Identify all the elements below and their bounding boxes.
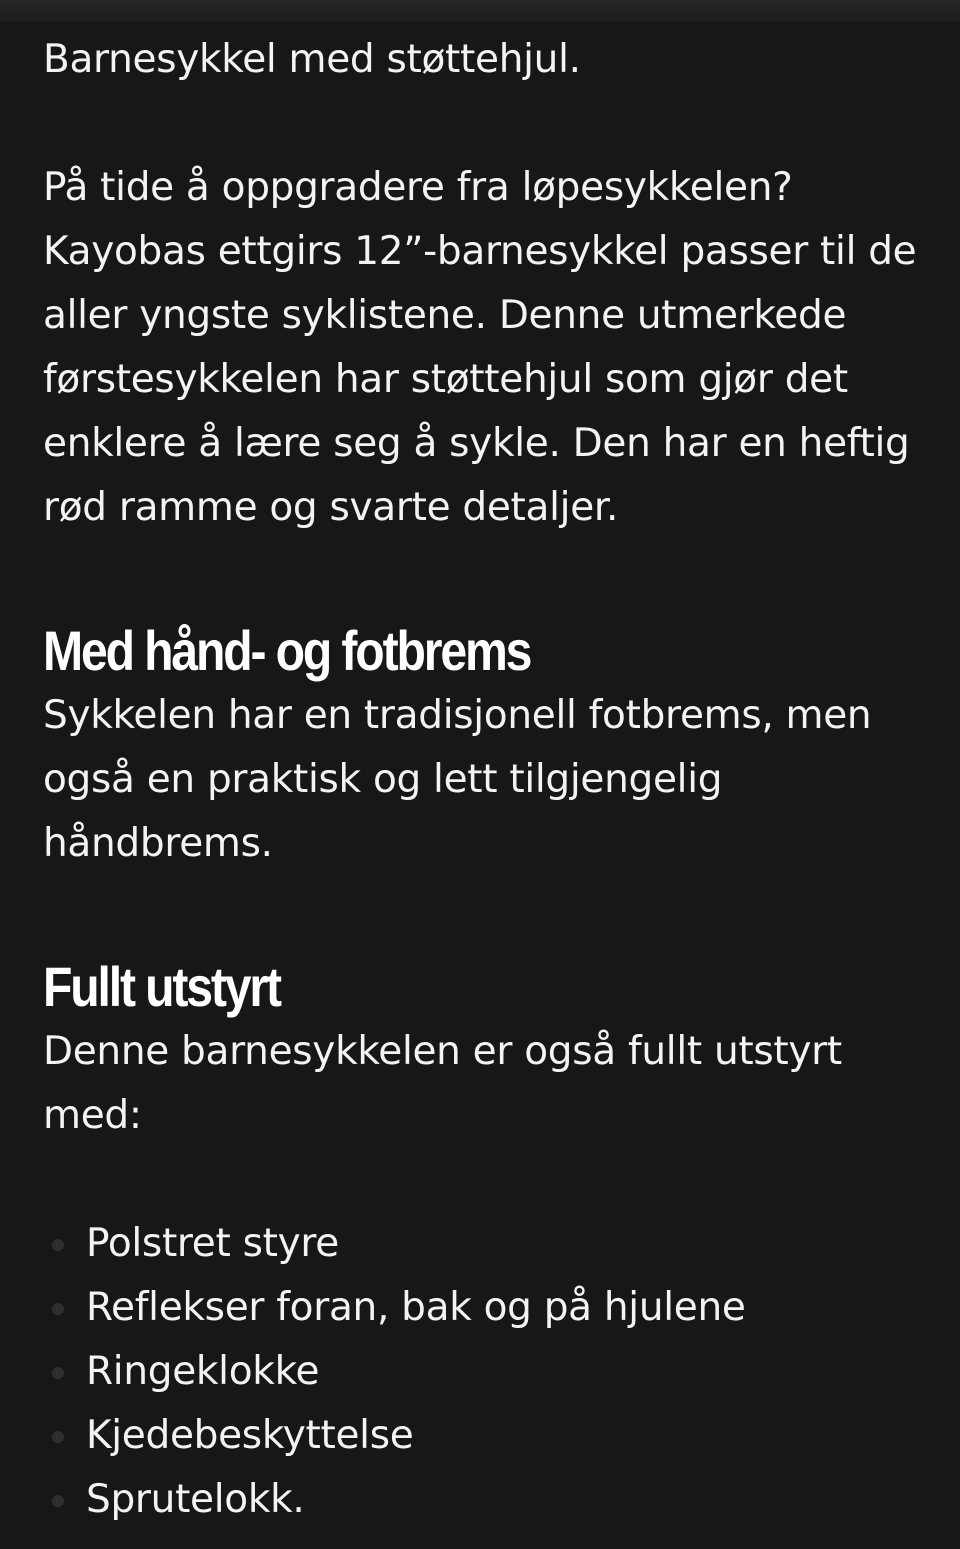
list-item: [43, 1340, 923, 1404]
bullet-icon: [52, 1239, 64, 1251]
brakes-heading: Med hånd- og fotbrems: [43, 619, 531, 682]
equipment-list: [43, 1212, 923, 1532]
bullet-icon: [52, 1431, 64, 1443]
brakes-text: Sykkelen har en tradisjonell fotbrems, men også en praktisk og lett tilgjengelig håndbrems.: [43, 693, 872, 866]
list-item: [43, 1468, 923, 1532]
list-item-label: Sprutelokk.: [86, 1477, 305, 1522]
list-item: [43, 1212, 923, 1276]
description-text: På tide å oppgradere fra løpesykkelen? Kayobas ettgirs 12”-barnesykkel passer til de aller yngste syklistene. Denne utmerkede førstesykkelen har støttehjul som gjør det enklere å lære seg å sykle. Den har en heftig rød ramme og svarte detaljer.: [43, 165, 917, 530]
list-item-label: Reflekser foran, bak og på hjulene: [86, 1285, 746, 1330]
list-item-label: Kjedebeskyttelse: [86, 1413, 414, 1458]
equipment-text: Denne barnesykkelen er også fullt utstyrt med:: [43, 1029, 842, 1138]
product-description: [43, 28, 923, 1532]
equipment-heading: Fullt utstyrt: [43, 955, 280, 1018]
intro-text: Barnesykkel med støttehjul.: [43, 37, 581, 82]
bullet-icon: [52, 1367, 64, 1379]
list-item-label: Ringeklokke: [86, 1349, 320, 1394]
top-bar: [0, 0, 960, 22]
list-item: [43, 1276, 923, 1340]
bullet-icon: [52, 1495, 64, 1507]
bullet-icon: [52, 1303, 64, 1315]
list-item-label: Polstret styre: [86, 1221, 339, 1266]
list-item: [43, 1404, 923, 1468]
